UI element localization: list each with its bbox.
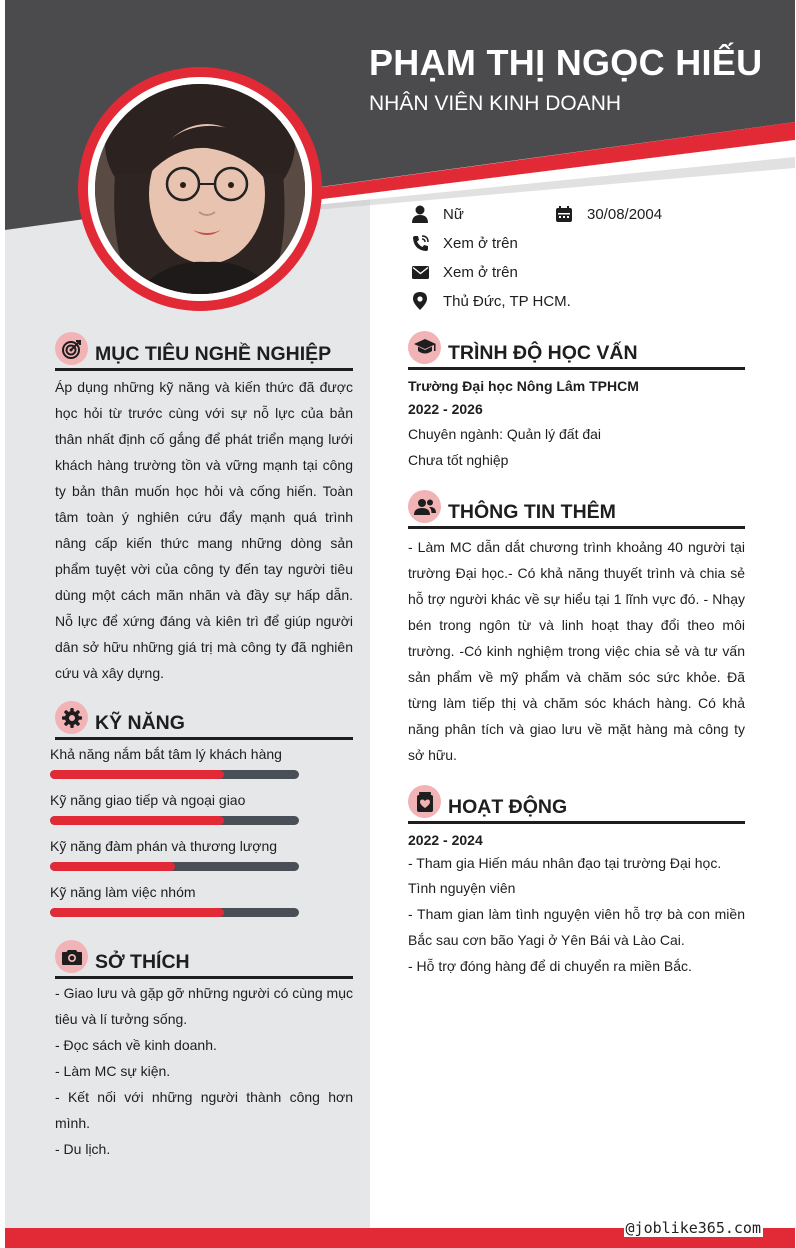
skill-bar [50, 908, 299, 917]
activity-line: - Hỗ trợ đóng hàng để di chuyển ra miền Bắc. [408, 958, 692, 974]
contact-phone [409, 232, 518, 254]
envelope-icon [409, 261, 431, 283]
education-major: Chuyên ngành: Quản lý đất đai [408, 426, 602, 442]
camera-icon [55, 940, 88, 973]
profile-photo-frame [78, 67, 322, 311]
additional-heading [408, 490, 745, 529]
gear-icon [55, 701, 88, 734]
activity-line: - Tham gian làm tình nguyện viên hỗ trợ bà con miền Bắc sau cơn bão Yagi ở Yên Bái và Lào Cai. [408, 906, 745, 948]
objective-heading [55, 332, 353, 371]
activity-role: Tình nguyện viên [408, 880, 516, 896]
activities-heading [408, 785, 745, 824]
candidate-name: PHẠM THỊ NGỌC HIẾU [369, 42, 763, 83]
users-icon [408, 490, 441, 523]
additional-text: - Làm MC dẫn dắt chương trình khoảng 40 người tại trường Đại học.- Có khả năng thuyết trình và chia sẻ hỗ trợ người khác về sự hiểu tại 1 lĩnh vực đó. - Nhạy bén trong ngôn từ và linh hoạt thay đổi theo môi trường. -Có kinh nghiệm trong việc chia sẻ và tư vấn sản phẩm về mỹ phẩm và chăm sóc sức khỏe. Đã từng làm tiếp thị và chăm sóc khách hàng. Có khả năng phân tích và giao lưu về mặt hàng mà công ty sở hữu. [408, 539, 745, 763]
education-heading [408, 331, 745, 370]
education-period: 2022 - 2026 [408, 401, 483, 417]
contact-email [409, 261, 518, 283]
activities-title: HOẠT ĐỘNG [448, 796, 568, 818]
user-icon [409, 203, 431, 225]
objective-title: MỤC TIÊU NGHỀ NGHIỆP [95, 343, 332, 365]
contact-gender [409, 203, 464, 225]
target-icon [55, 332, 88, 365]
hobbies-list [55, 980, 353, 1162]
skill-label: Khả năng nắm bắt tâm lý khách hàng [50, 746, 282, 762]
hobby-item: - Kết nối với những người thành công hơn mình. [55, 1089, 353, 1131]
skill-bar [50, 816, 299, 825]
additional-title: THÔNG TIN THÊM [448, 501, 616, 523]
birthday-value: 30/08/2004 [587, 205, 663, 223]
skill-bar-fill [50, 862, 175, 871]
hobbies-title: SỞ THÍCH [95, 951, 190, 973]
skills-heading [55, 701, 353, 740]
hobby-item: - Đọc sách về kinh doanh. [55, 1037, 217, 1053]
skill-bar [50, 770, 299, 779]
phone-icon [409, 232, 431, 254]
gender-value: Nữ [443, 205, 464, 223]
skill-bar [50, 862, 299, 871]
calendar-icon [553, 203, 575, 225]
education-status: Chưa tốt nghiệp [408, 452, 509, 468]
objective-text: Áp dụng những kỹ năng và kiến thức đã được học hỏi từ trước cùng với sự nỗ lực của bản thân nhất định cố gắng để phát triển mạng lưới khách hàng trường tồn và vững mạnh tại công ty bản thân muốn học hỏi và cống hiến. Toàn tâm toàn ý nghiên cứu đẩy mạnh quá trình nâng cấp kiến thức mang những dòng sản phẩm tuyệt vời của công ty đến tay người tiêu dùng một cách mãn nhãn và đầy sự hấp dẫn. Nỗ lực để xứng đáng và kiên trì để giúp người dân sở hữu những giá trị mà công ty đã nghiên cứu và xây dựng. [55, 379, 353, 681]
skill-label: Kỹ năng giao tiếp và ngoại giao [50, 792, 246, 808]
graduation-cap-icon [408, 331, 441, 364]
skill-bar-fill [50, 816, 224, 825]
map-pin-icon [409, 290, 431, 312]
portrait-image [95, 84, 305, 294]
phone-value: Xem ở trên [443, 234, 518, 252]
skill-bar-fill [50, 908, 224, 917]
contact-birthday [553, 203, 662, 225]
hobbies-heading [55, 940, 353, 979]
candidate-job-title: NHÂN VIÊN KINH DOANH [369, 92, 622, 115]
skills-title: KỸ NĂNG [95, 712, 185, 734]
school-name: Trường Đại học Nông Lâm TPHCM [408, 378, 639, 394]
hobby-item: - Du lịch. [55, 1141, 111, 1157]
profile-photo [95, 84, 305, 294]
watermark: @joblike365.com [625, 1219, 761, 1237]
education-title: TRÌNH ĐỘ HỌC VẤN [448, 342, 638, 364]
email-value: Xem ở trên [443, 263, 518, 281]
badge-icon [408, 785, 441, 818]
hobby-item: - Làm MC sự kiện. [55, 1063, 171, 1079]
skill-label: Kỹ năng làm việc nhóm [50, 884, 196, 900]
skill-label: Kỹ năng đàm phán và thương lượng [50, 838, 278, 854]
hobby-item: - Giao lưu và gặp gỡ những người có cùng mục tiêu và lí tưởng sống. [55, 985, 353, 1027]
address-value: Thủ Đức, TP HCM. [443, 292, 571, 310]
activities-period: 2022 - 2024 [408, 832, 483, 848]
activity-line: - Tham gia Hiến máu nhân đạo tại trường Đại học. [408, 855, 722, 871]
skill-bar-fill [50, 770, 224, 779]
contact-address [409, 290, 571, 312]
